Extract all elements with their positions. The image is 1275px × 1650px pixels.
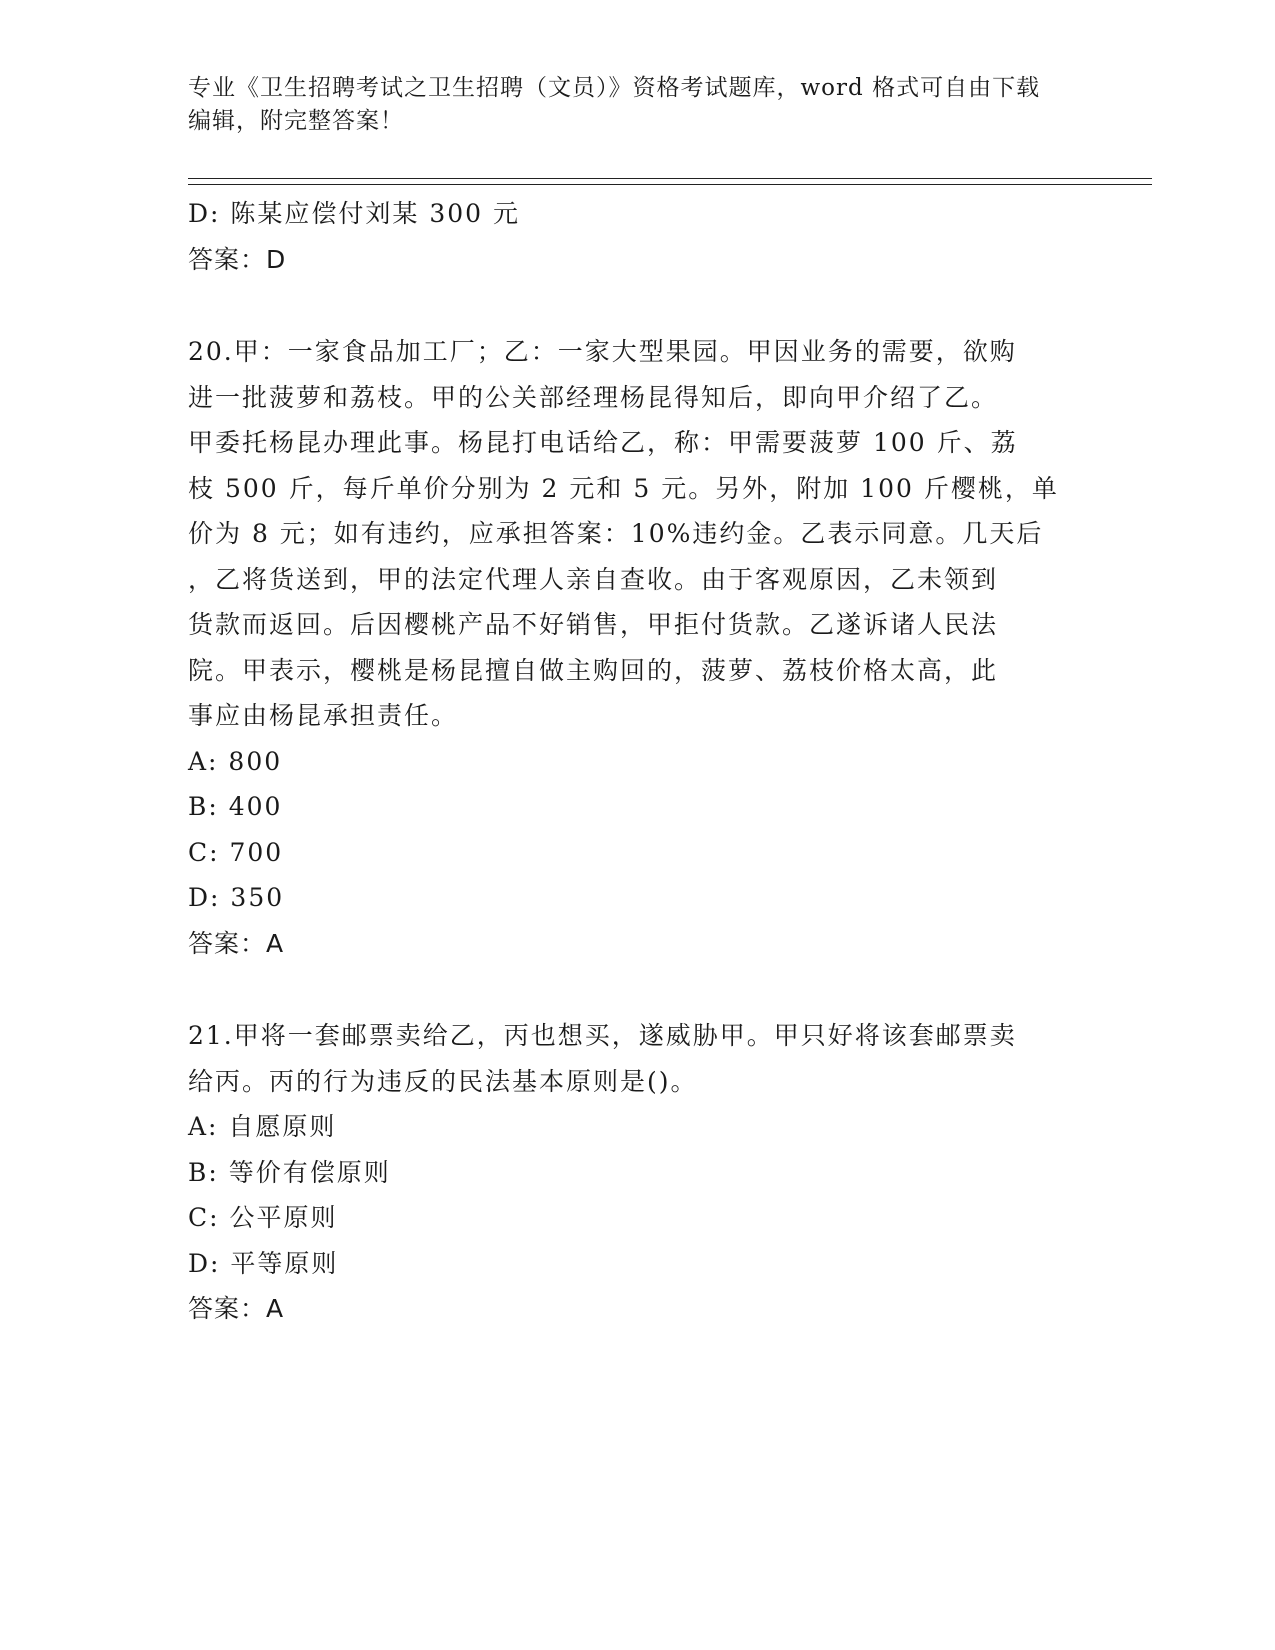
option-d: D: 平等原则 <box>188 1248 339 1278</box>
question-21 <box>188 1013 1088 1332</box>
question-stem-line: 枝 500 斤，每斤单价分别为 2 元和 5 元。另外，附加 100 斤樱桃，单 <box>188 473 1059 503</box>
question-stem-line: 21.甲将一套邮票卖给乙，丙也想买，遂威胁甲。甲只好将该套邮票卖 <box>188 1021 1017 1050</box>
option-b: B: 等价有偿原则 <box>188 1157 391 1187</box>
option-d: D: 350 <box>188 883 285 912</box>
document-body <box>188 191 1088 1332</box>
header-line-2: 编辑，附完整答案！ <box>188 108 404 134</box>
question-stem-line: 价为 8 元；如有违约，应承担答案：10%违约金。乙表示同意。几天后 <box>188 519 1044 548</box>
question-stem-line: ，乙将货送到，甲的法定代理人亲自查收。由于客观原因，乙未领到 <box>188 564 999 594</box>
spacer <box>188 966 1088 1013</box>
question-stem-line: 院。甲表示，樱桃是杨昆擅自做主购回的，菠萝、荔枝价格太高，此 <box>188 655 999 685</box>
question-stem-line: 给丙。丙的行为违反的民法基本原则是()。 <box>188 1066 698 1096</box>
option-b: B: 400 <box>188 792 283 821</box>
answer-line: 答案：A <box>188 1294 285 1323</box>
option-d: D: 陈某应偿付刘某 300 元 <box>188 199 521 228</box>
option-c: C: 700 <box>188 837 284 867</box>
question-stem-line: 20.甲：一家食品加工厂；乙：一家大型果园。甲因业务的需要，欲购 <box>188 337 1017 366</box>
question-stem-line: 事应由杨昆承担责任。 <box>188 701 459 730</box>
option-c: C: 公平原则 <box>188 1203 338 1232</box>
option-a: A: 自愿原则 <box>188 1112 337 1141</box>
question-stem-line: 甲委托杨昆办理此事。杨昆打电话给乙，称：甲需要菠萝 100 斤、荔 <box>188 428 1018 457</box>
document-header <box>188 72 1068 138</box>
header-rule-bottom <box>188 184 1152 185</box>
option-a: A: 800 <box>188 746 283 776</box>
header-line-1: 专业《卫生招聘考试之卫生招聘（文员）》资格考试题库，word 格式可自由下载 <box>188 75 1041 101</box>
answer-line: 答案：A <box>188 928 285 958</box>
answer-line: 答案：D <box>188 244 287 274</box>
question-stem-line: 进一批菠萝和荔枝。甲的公关部经理杨昆得知后，即向甲介绍了乙。 <box>188 382 999 412</box>
spacer <box>188 282 1088 329</box>
previous-question-tail <box>188 191 1088 282</box>
question-20 <box>188 329 1088 966</box>
header-rule-top <box>188 178 1152 179</box>
question-stem-line: 货款而返回。后因樱桃产品不好销售，甲拒付货款。乙遂诉诸人民法 <box>188 610 999 639</box>
